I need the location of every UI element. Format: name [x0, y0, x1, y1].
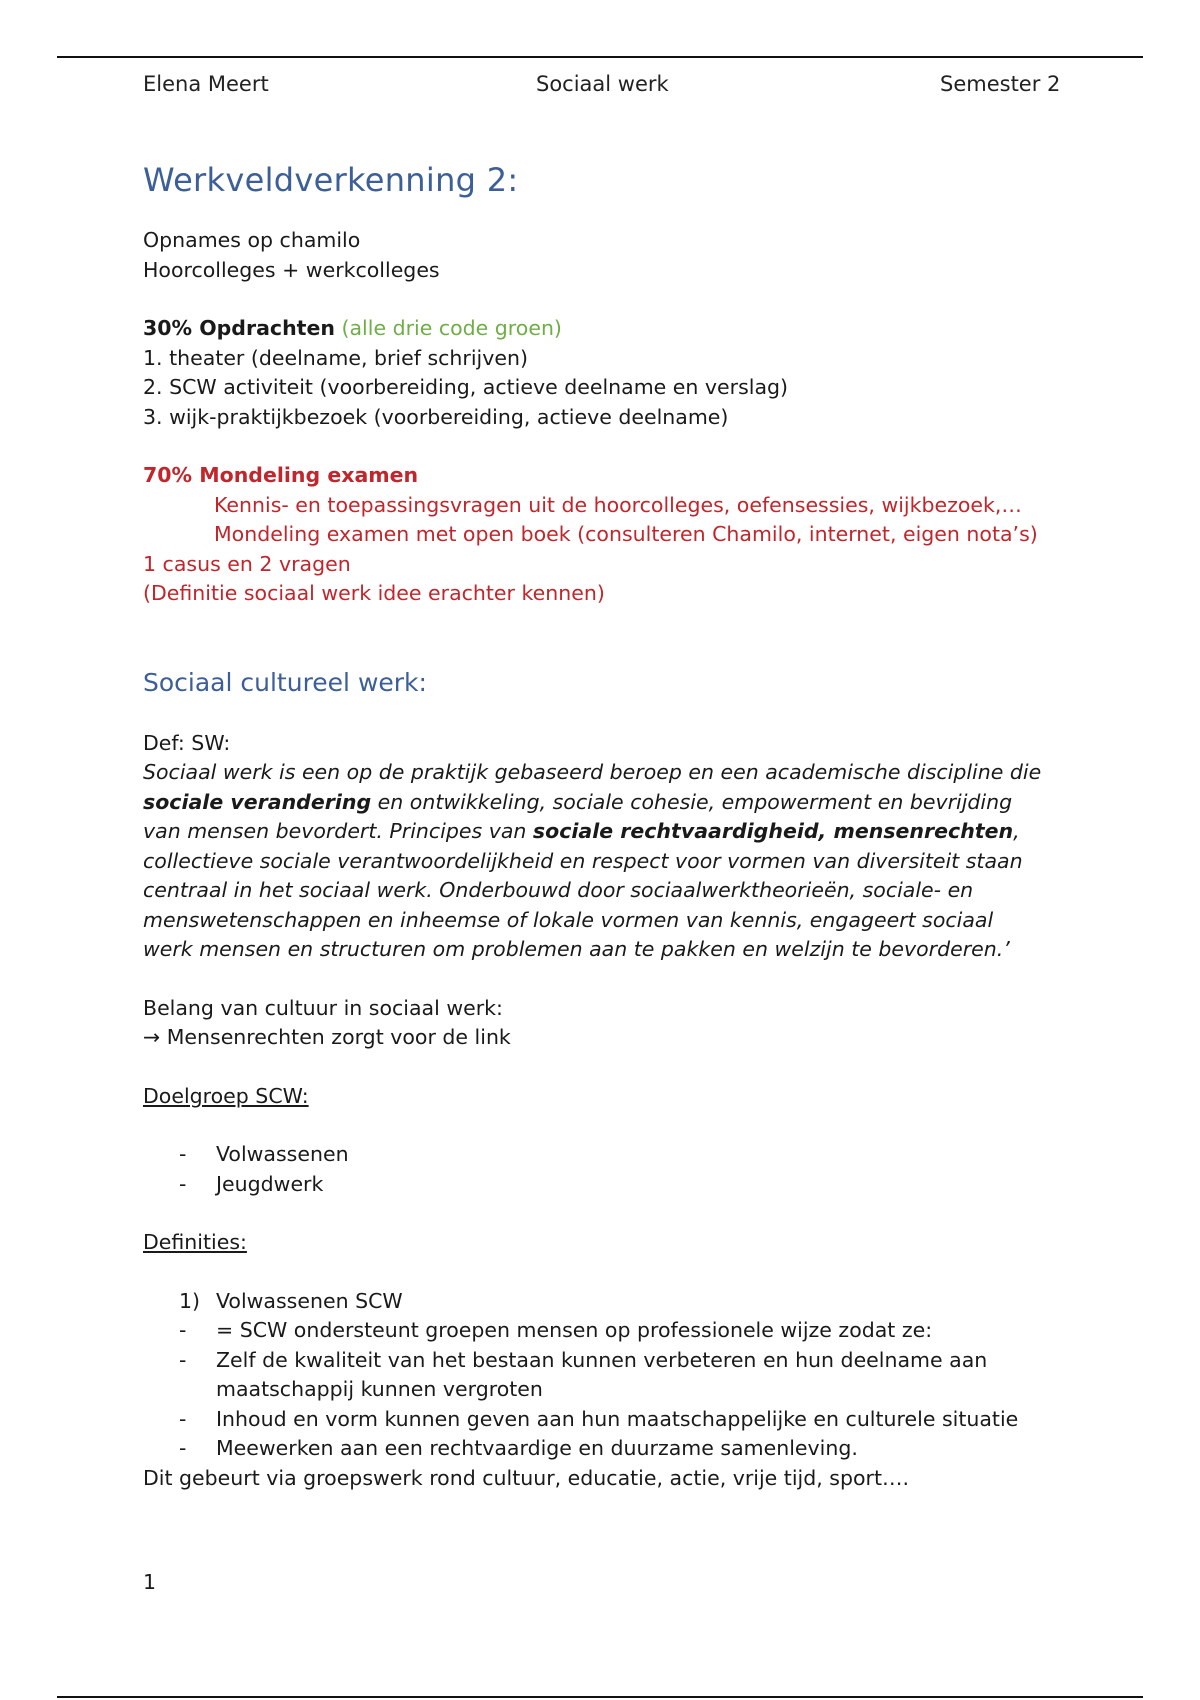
- cultuur-link-text: Mensenrechten zorgt voor de link: [166, 1025, 511, 1049]
- list-item: [143, 1316, 1043, 1346]
- header-author: Elena Meert: [143, 72, 269, 96]
- examen-detail: Kennis- en toepassingsvragen uit de hoorcolleges, oefensessies, wijkbezoek,…: [214, 492, 1022, 517]
- definition-part: Sociaal werk is een op de praktijk gebaseerd beroep en een academische discipline die: [143, 760, 1042, 784]
- document-body: [143, 160, 1043, 1493]
- page-number: 1: [143, 1570, 157, 1594]
- list-item: [143, 1405, 1043, 1435]
- definition-text: [143, 758, 1043, 965]
- opdracht-item: 2. SCW activiteit (voorbereiding, actieve deelname en verslag): [143, 375, 789, 399]
- header-course: Sociaal werk: [536, 72, 669, 96]
- section-title: Sociaal cultureel werk:: [143, 667, 427, 697]
- examen-line: 1 casus en 2 vragen: [143, 551, 351, 576]
- header-semester: Semester 2: [940, 72, 1061, 96]
- examen-title: 70% Mondeling examen: [143, 463, 419, 487]
- list-item: [143, 1140, 1043, 1170]
- opdracht-item: 3. wijk-praktijkbezoek (voorbereiding, actieve deelname): [143, 404, 729, 429]
- list-item-text: Volwassenen SCW: [216, 1288, 403, 1313]
- list-item: [143, 1287, 1043, 1317]
- definition-bold: sociale verandering: [143, 789, 372, 814]
- header-rule: [57, 56, 1143, 58]
- dash-icon: -: [179, 1436, 187, 1460]
- doelgroep-list: [143, 1140, 1043, 1199]
- list-item-text: Inhoud en vorm kunnen geven aan hun maatschappelijke en culturele situatie: [216, 1406, 1019, 1431]
- list-item-text: Jeugdwerk: [216, 1171, 324, 1196]
- list-item: [143, 1434, 1043, 1464]
- examen-detail: Mondeling examen met open boek (consulteren Chamilo, internet, eigen nota’s): [214, 522, 1038, 546]
- dash-icon: -: [179, 1318, 187, 1342]
- opdrachten-heading: [143, 314, 1043, 344]
- opdrachten-note: (alle drie code groen): [341, 316, 562, 340]
- definities-heading: Definities:: [143, 1230, 247, 1254]
- list-item-text: Meewerken aan een rechtvaardige en duurzame samenleving.: [216, 1436, 858, 1460]
- intro-line: Hoorcolleges + werkcolleges: [143, 257, 440, 282]
- cultuur-line: Belang van cultuur in sociaal werk:: [143, 995, 503, 1020]
- list-item: [143, 1170, 1043, 1200]
- opdrachten-title: 30% Opdrachten: [143, 316, 335, 340]
- dash-icon: -: [179, 1142, 187, 1166]
- list-item-text: Volwassenen: [216, 1142, 349, 1166]
- list-item-text: = SCW ondersteunt groepen mensen op professionele wijze zodat ze:: [216, 1318, 933, 1342]
- list-item-text: Zelf de kwaliteit van het bestaan kunnen verbeteren en hun deelname aan maatschappij kunnen vergroten: [216, 1347, 988, 1401]
- cultuur-link: [143, 1023, 1043, 1053]
- dash-icon: -: [179, 1406, 187, 1431]
- definition-bold: sociale rechtvaardigheid, mensenrechten: [532, 819, 1014, 843]
- arrow-icon: →: [143, 1025, 161, 1049]
- definities-list: [143, 1287, 1043, 1464]
- dash-icon: -: [179, 1171, 187, 1196]
- opdracht-item: 1. theater (deelname, brief schrijven): [143, 345, 528, 370]
- definition-part: , collectieve sociale verantwoordelijkheid en respect voor vormen van diversiteit staan centraal in het sociaal werk. Onderbouwd door sociaalwerktheorieën, sociale- en menswetenschappen en inheemse of lokale vormen van kennis, engageert sociaal werk mensen en structuren om problemen aan te pakken en welzijn te bevorderen.’: [143, 819, 1023, 961]
- examen-line: (Definitie sociaal werk idee erachter kennen): [143, 581, 605, 605]
- list-item: [143, 1346, 1043, 1405]
- numbered-marker: 1): [179, 1288, 201, 1313]
- definition-part: en ontwikkeling, sociale cohesie, empowerment en bevrijding van mensen bevordert. Principes van: [143, 789, 1013, 843]
- footer-rule: [57, 1696, 1143, 1698]
- doelgroep-heading: Doelgroep SCW:: [143, 1083, 309, 1108]
- examen-heading: [143, 461, 1043, 491]
- definities-closing: Dit gebeurt via groepswerk rond cultuur, educatie, actie, vrije tijd, sport….: [143, 1465, 909, 1490]
- intro-line: Opnames op chamilo: [143, 228, 361, 252]
- page-title: Werkveldverkenning 2:: [143, 161, 519, 199]
- dash-icon: -: [179, 1347, 187, 1372]
- definition-label: Def: SW:: [143, 730, 231, 755]
